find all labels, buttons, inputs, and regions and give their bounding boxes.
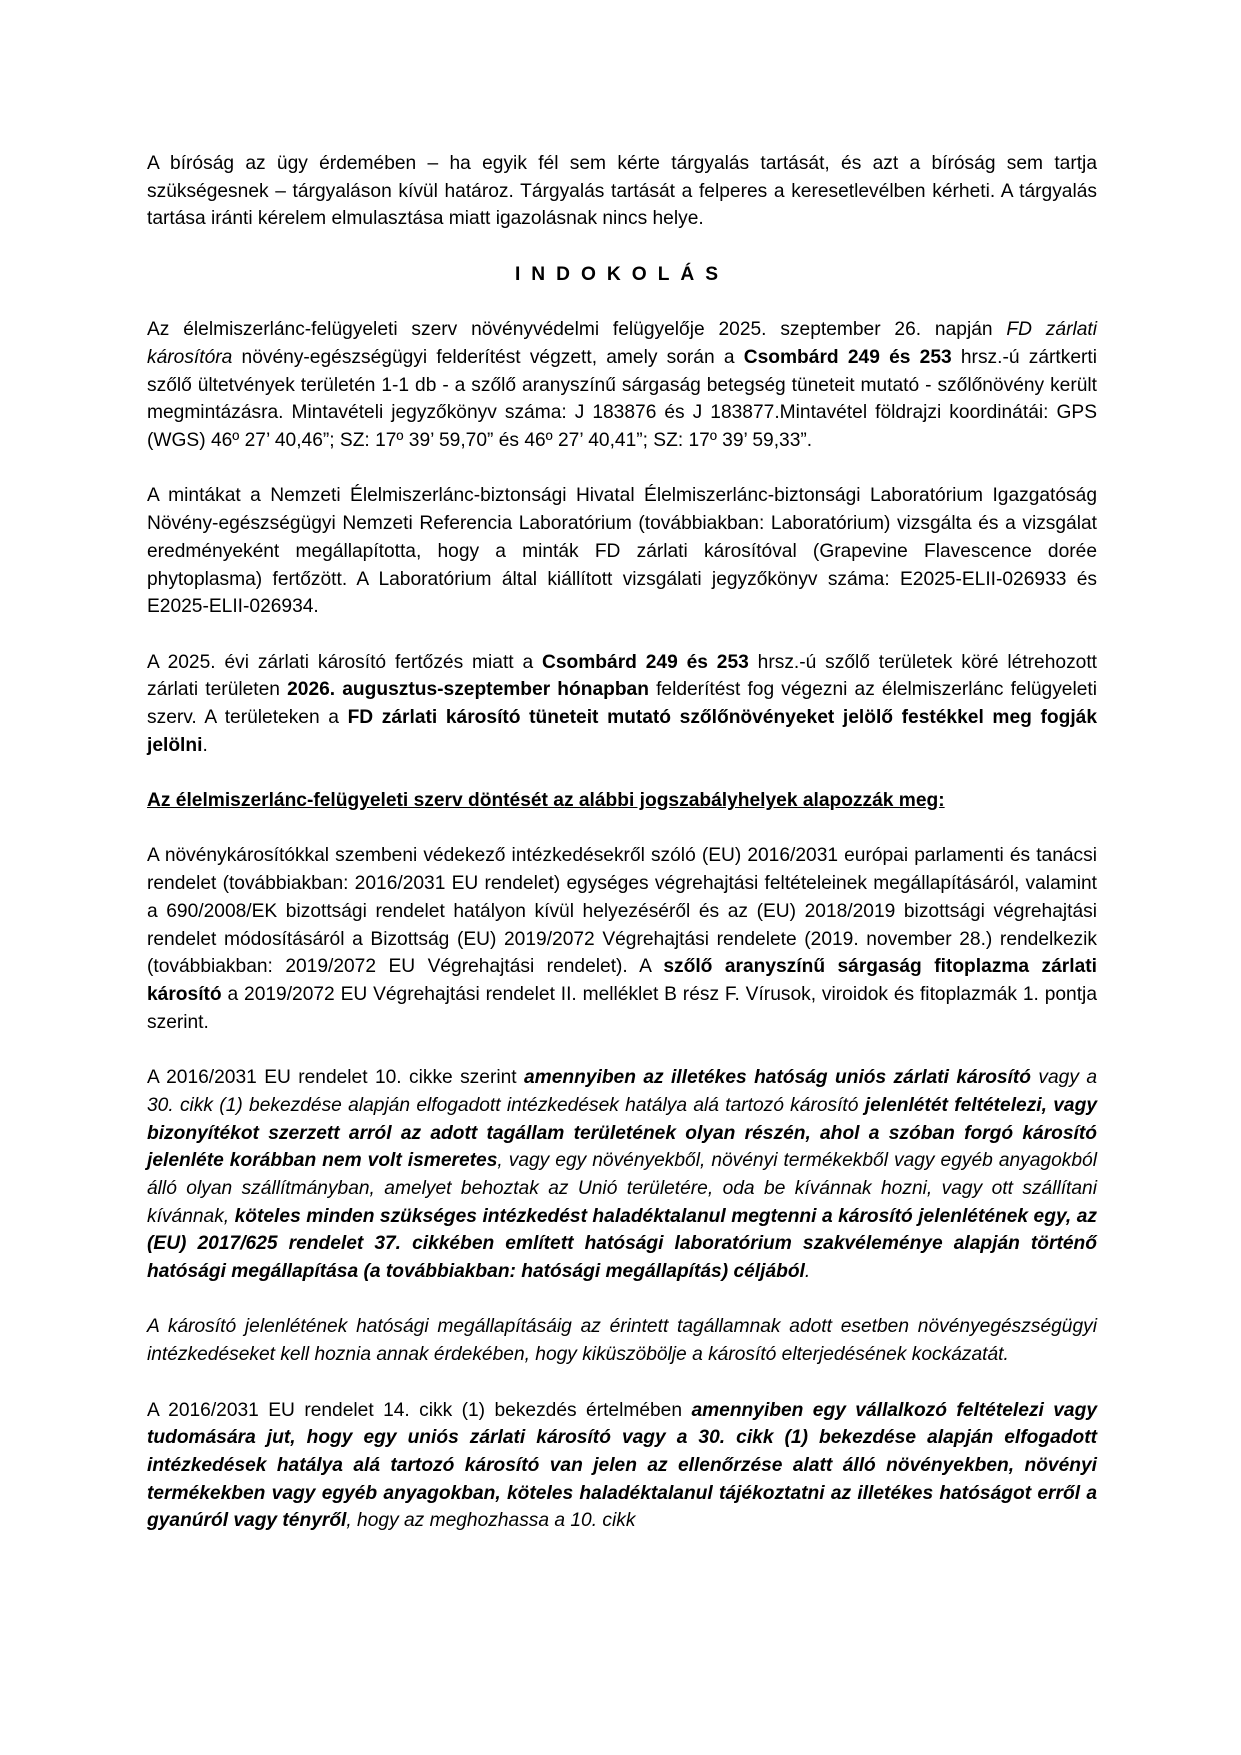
- text: Az élelmiszerlánc-felügyeleti szerv növényvédelmi felügyelője 2025. szeptember 26. napján: [147, 319, 1007, 341]
- italic-text: vagy a 30. cikk (1) bekezdése alapján elfogadott intézkedések hatálya alá tartozó károsító: [147, 1067, 1097, 1116]
- bold-text: Csombárd 249 és 253: [542, 651, 749, 673]
- paragraph-laboratory: A mintákat a Nemzeti Élelmiszerlánc-biztonsági Hivatal Élelmiszerlánc-biztonsági Laboratórium Igazgatóság Növény-egészségügyi Nemzeti Referencia Laboratórium (továbbiakban: Laboratórium) vizsgálta és a vizsgálat eredményeként megállapította, hogy a minták FD zárlati károsítóval (Grapevine Flavescence dorée phytoplasma) fertőzött. A Laboratórium által kiállított vizsgálati jegyzőkönyv száma: E2025-ELII-026933 és E2025-ELII-026934.: [147, 485, 1097, 618]
- bold-italic-text: amennyiben egy vállalkozó feltételezi vagy tudomására jut, hogy egy uniós zárlati károsító vagy a 30. cikk (1) bekezdése alapján elfogadott intézkedések hatálya alá tartozó károsító van jelen az ellenőrzése alatt álló növényekben, növényi termékekben vagy egyéb anyagokban, köteles haladéktalanul tájékoztatni az illetékes hatóságot erről a gyanúról vagy tényről: [147, 1399, 1097, 1532]
- italic-text: A károsító jelenlétének hatósági megállapításáig az érintett tagállamnak adott esetben növényegészségügyi intézkedéseket kell hoznia annak érdekében, hogy kiküszöbölje a károsító elterjedésének kockázatát.: [147, 1316, 1097, 1366]
- text: növény-egészségügyi felderítést végzett, amely során a: [232, 346, 744, 368]
- bold-italic-text: jelenlétét feltételezi, vagy bizonyítékot szerzett arról az adott tagállam területének olyan részén, ahol a szóban forgó károsító jelenléte korábban nem volt ismeretes: [147, 1094, 1097, 1172]
- bold-text: szőlő aranyszínű sárgaság fitoplazma zárlati károsító: [147, 956, 1097, 1005]
- text: A 2016/2031 EU rendelet 14. cikk (1) bekezdés értelmében: [147, 1399, 692, 1421]
- text: a 2019/2072 EU Végrehajtási rendelet II. melléklet B rész F. Vírusok, viroidok és fitoplazmák 1. pontja szerint.: [147, 984, 1097, 1033]
- paragraph-article-14: [147, 1397, 1097, 1536]
- italic-text: FD zárlati károsítóra: [147, 319, 1097, 368]
- italic-text: , vagy egy növényekből, növényi termékekből vagy egyéb anyagokból álló olyan szállítmányban, amelyet behoztak az Unió területére, oda be kívánnak hozni, vagy ott szállítani kívánnak,: [147, 1150, 1097, 1227]
- paragraph-inspection: [147, 316, 1097, 455]
- bold-text: 2026. augusztus-szeptember hónapban: [287, 679, 649, 701]
- italic-text: .: [804, 1261, 811, 1283]
- paragraph-member-state: [147, 1313, 1097, 1368]
- text: .: [202, 734, 208, 756]
- bold-text: Csombárd 249 és 253: [743, 346, 952, 368]
- section-title: INDOKOLÁS: [514, 263, 730, 285]
- bold-italic-text: amennyiben az illetékes hatóság uniós zárlati károsító: [523, 1067, 1032, 1089]
- text: A 2016/2031 EU rendelet 10. cikke szerint: [147, 1067, 524, 1089]
- text: hrsz.-ú zártkerti szőlő ültetvények területén 1-1 db - a szőlő aranyszínű sárgaság betegség tüneteit mutató - szőlőnövény került megmintázásra. Mintavételi jegyzőkönyv száma: J 183876 és J 183877.Mintavétel földrajzi koordinátái: GPS (WGS) 46º 27’ 40,46”; SZ: 17º 39’ 59,70” és 46º 27’ 40,41”; SZ: 17º 39’ 59,33”.: [147, 346, 1097, 451]
- bold-text: FD zárlati károsító tüneteit mutató szőlőnövényeket jelölő festékkel meg fogják jelölni: [147, 707, 1098, 756]
- text: felderítést fog végezni az élelmiszerlánc felügyeleti szerv. A területeken a: [147, 679, 1097, 728]
- text: A 2025. évi zárlati károsító fertőzés miatt a: [147, 651, 542, 673]
- paragraph-survey: [147, 649, 1097, 760]
- intro-paragraph: A bíróság az ügy érdemében – ha egyik fél sem kérte tárgyalás tartását, és azt a bíróság sem tartja szükségesnek – tárgyaláson kívül határoz. Tárgyalás tartását a felperes a keresetlevélben kérheti. A tárgyalás tartása iránti kérelem elmulasztása miatt igazolásnak nincs helye.: [147, 153, 1097, 230]
- legal-basis-heading: Az élelmiszerlánc-felügyeleti szerv döntését az alábbi jogszabályhelyek alapozzák meg:: [147, 790, 945, 812]
- paragraph-regulation: [147, 842, 1097, 1036]
- document-page: [147, 150, 1097, 1563]
- paragraph-article-10: [147, 1064, 1097, 1286]
- bold-italic-text: köteles minden szükséges intézkedést haladéktalanul megtenni a károsító jelenlétének egy, az (EU) 2017/625 rendelet 37. cikkében említett hatósági laboratórium szakvéleménye alapján történő hatósági megállapítása (a továbbiakban: hatósági megállapítás) céljából: [147, 1205, 1097, 1283]
- text: hrsz.-ú szőlő területek köré létrehozott zárlati területen: [147, 651, 1097, 701]
- italic-text: , hogy az meghozhassa a 10. cikk: [346, 1510, 636, 1532]
- text: A növénykárosítókkal szembeni védekező intézkedésekről szóló (EU) 2016/2031 európai parlamenti és tanácsi rendelet (továbbiakban: 2016/2031 EU rendelet) egységes végrehajtási feltételeinek megállapításáról, valamint a 690/2008/EK bizottsági rendelet hatályon kívül helyezéséről és az (EU) 2018/2019 bizottsági végrehajtási rendelet módosításáról a Bizottság (EU) 2019/2072 Végrehajtási rendelete (2019. november 28.) rendelkezik (továbbiakban: 2019/2072 EU Végrehajtási rendelet). A: [147, 845, 1097, 978]
